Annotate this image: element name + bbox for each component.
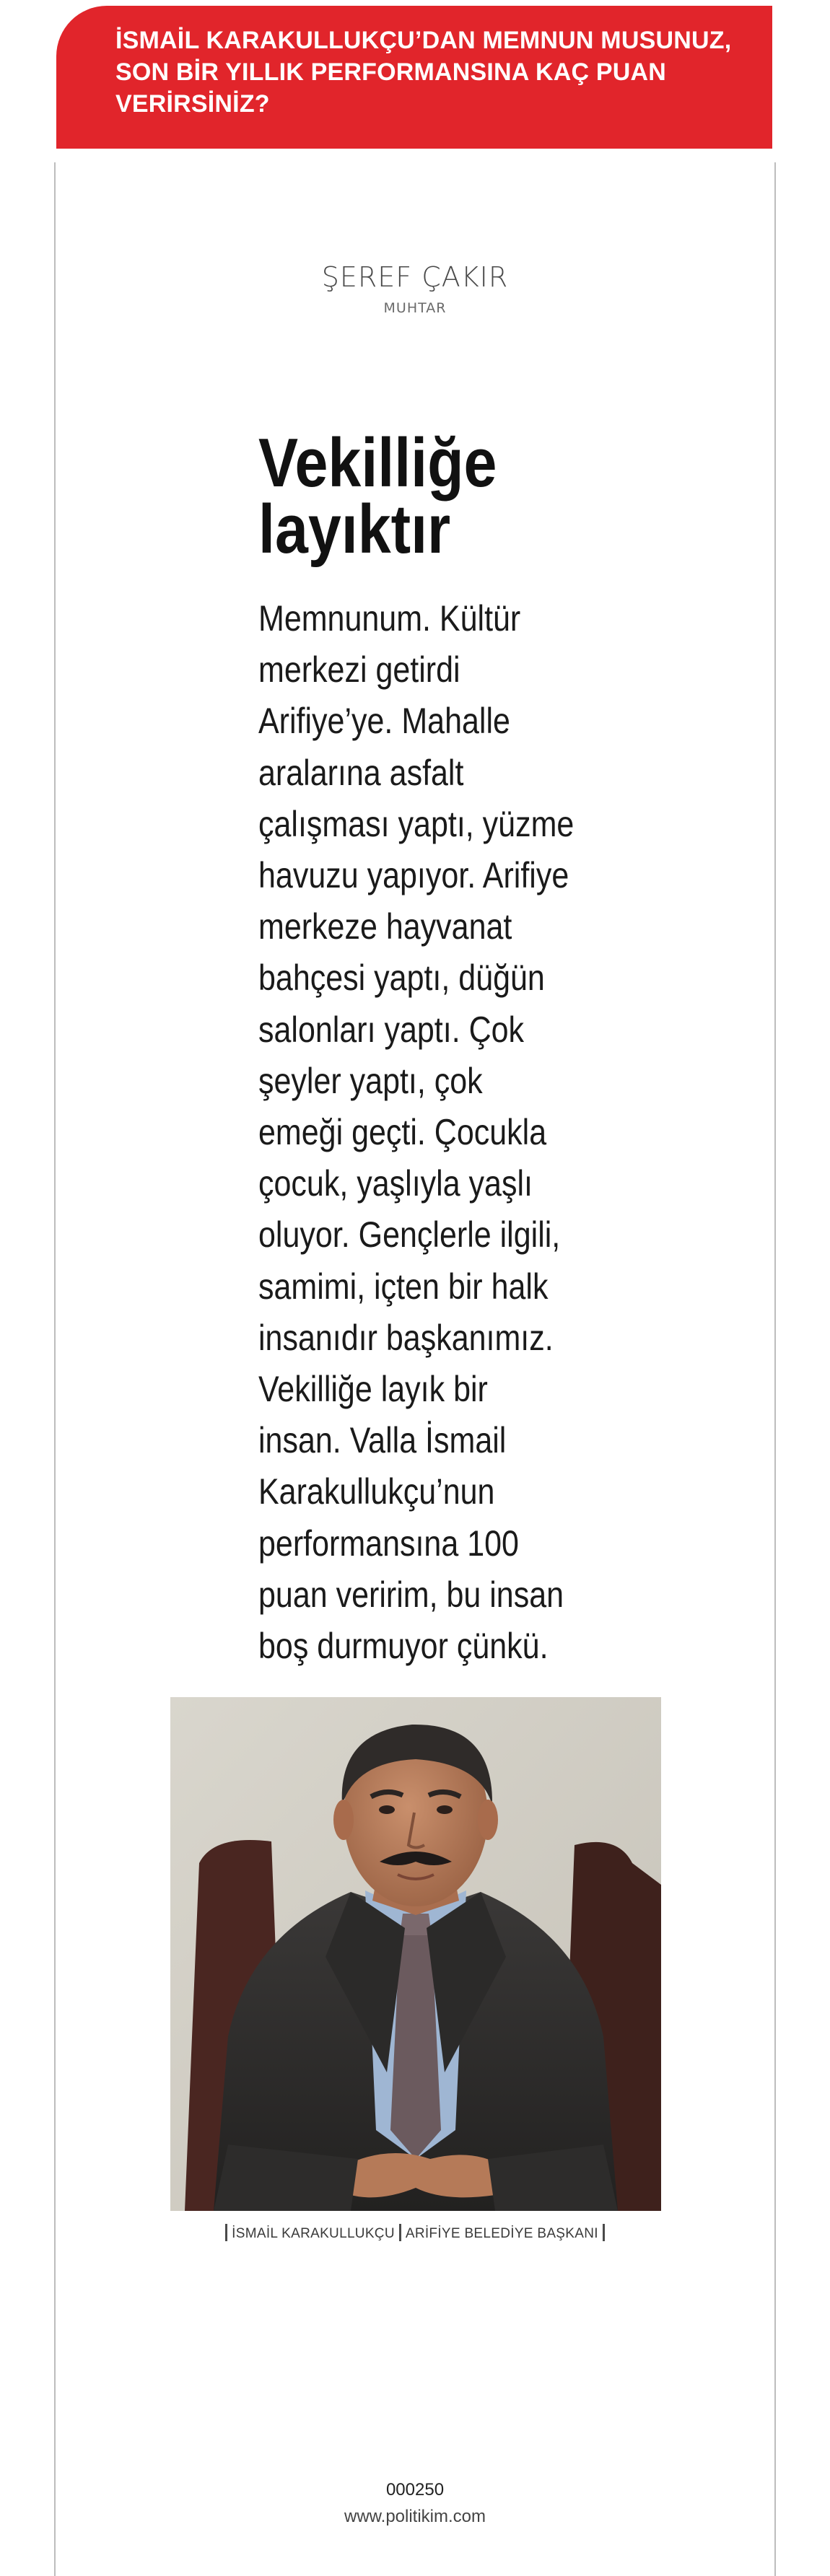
body-line: Memnunum. Kültür [258,598,521,639]
headline-line: layıktır [258,491,451,568]
headline-line: Vekilliğe [258,424,497,501]
body-line: performansına 100 [258,1523,519,1564]
caption-name: İSMAİL KARAKULLUKÇU [232,2226,395,2241]
footer-url: www.politikim.com [344,2507,486,2526]
banner-title-line: VERİRSİNİZ? [115,90,270,118]
banner-title-line: İSMAİL KARAKULLUKÇU’DAN MEMNUN MUSUNUZ, [115,27,732,54]
body-line: aralarına asfalt [258,752,464,793]
body-line: boş durmuyor çünkü. [258,1626,549,1667]
caption-title: ARİFİYE BELEDİYE BAŞKANI [405,2226,598,2241]
body-line: emeği geçti. Çocukla [258,1112,547,1153]
banner-title [115,25,751,120]
left-divider [54,162,56,2576]
body-line: çocuk, yaşlıyla yaşlı [258,1163,533,1204]
body-line: insanıdır başkanımız. [258,1317,554,1358]
body-line: Vekilliğe layık bir [258,1369,488,1410]
body-line: samimi, içten bir halk [258,1266,549,1307]
caption-divider [225,2224,227,2241]
respondent-name: ŞEREF ÇAKIR [321,261,509,293]
body-line: puan veririm, bu insan [258,1574,564,1615]
body-line: şeyler yaptı, çok [258,1060,483,1101]
mayor-portrait-photo [170,1697,661,2211]
body-line: havuzu yapıyor. Arifiye [258,855,569,896]
article-body [258,593,581,1672]
body-line: merkeze hayvanat [258,906,512,947]
caption-divider [399,2224,401,2241]
body-line: çalışması yaptı, yüzme [258,803,575,844]
article [258,424,576,1667]
article-headline [258,424,575,568]
photo-caption [0,2224,830,2242]
hands [344,2153,502,2197]
respondent-role: MUHTAR [383,300,447,316]
ear-left [333,1800,354,1840]
caption-divider [603,2224,605,2241]
body-line: insan. Valla İsmail [258,1420,507,1461]
eye-right [437,1805,453,1814]
body-line: Arifiye’ye. Mahalle [258,701,510,742]
question-banner [56,6,772,149]
body-line: oluyor. Gençlerle ilgili, [258,1214,561,1256]
portrait-illustration [170,1697,661,2211]
banner-title-line: SON BİR YILLIK PERFORMANSINA KAÇ PUAN [115,58,666,86]
page-number: 000250 [385,2480,445,2500]
eye-left [379,1805,395,1814]
body-line: salonları yaptı. Çok [258,1009,525,1050]
right-divider [774,162,776,2576]
ear-right [478,1800,498,1840]
body-line: bahçesi yaptı, düğün [258,958,545,999]
body-line: Karakullukçu’nun [258,1471,495,1512]
body-line: merkezi getirdi [258,649,460,691]
tie-knot [400,1914,432,1935]
